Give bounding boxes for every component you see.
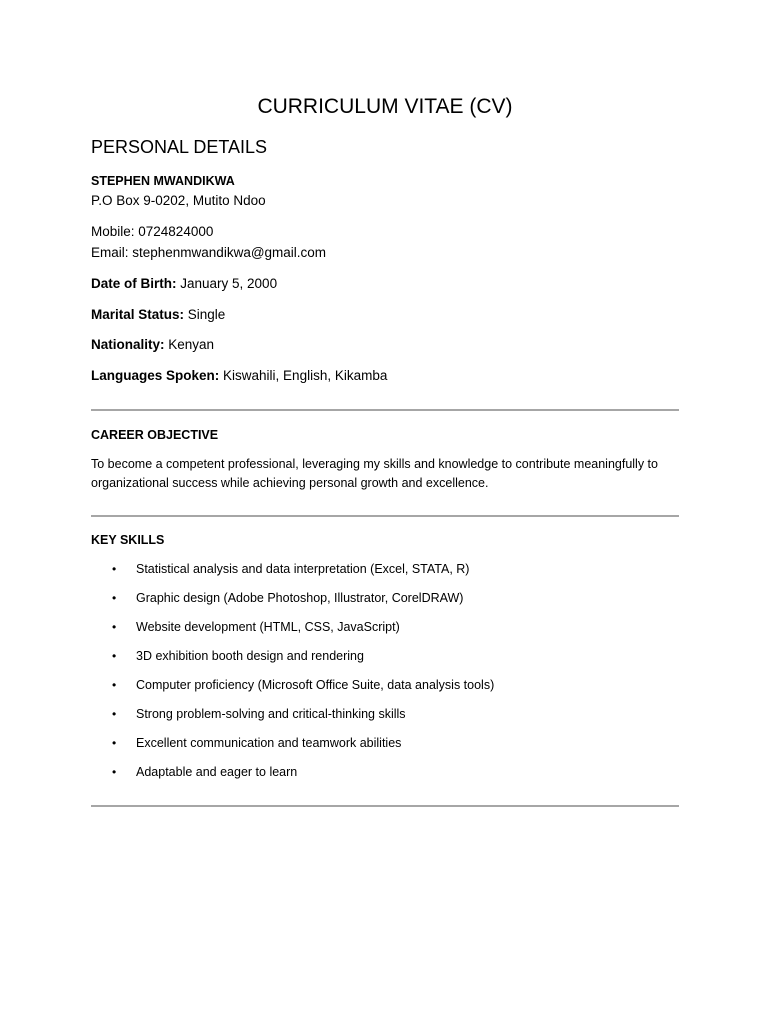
languages-value: Kiswahili, English, Kikamba	[219, 368, 388, 383]
skill-text: Website development (HTML, CSS, JavaScript)	[136, 620, 400, 634]
nationality-label: Nationality:	[91, 337, 165, 352]
bullet-icon: •	[112, 649, 117, 663]
bullet-icon: •	[112, 736, 117, 750]
skill-text: Computer proficiency (Microsoft Office Suite, data analysis tools)	[136, 678, 495, 692]
full-name: STEPHEN MWANDIKWA	[91, 174, 235, 188]
nationality	[91, 336, 214, 354]
postal-address: P.O Box 9-0202, Mutito Ndoo	[91, 193, 266, 208]
section-divider	[91, 515, 679, 517]
languages-label: Languages Spoken:	[91, 368, 220, 383]
skill-text: Excellent communication and teamwork abilities	[136, 736, 402, 750]
email-address: Email: stephenmwandikwa@gmail.com	[91, 245, 327, 260]
marital-label: Marital Status:	[91, 307, 185, 322]
skill-text: Strong problem-solving and critical-thinking skills	[136, 707, 406, 721]
bullet-icon: •	[112, 765, 117, 779]
dob-label: Date of Birth:	[91, 276, 177, 291]
bullet-icon: •	[112, 678, 117, 692]
marital-status	[91, 306, 225, 324]
list-item	[91, 733, 679, 762]
personal-details-heading: PERSONAL DETAILS	[91, 137, 268, 157]
skill-text: Statistical analysis and data interpretation (Excel, STATA, R)	[136, 562, 470, 576]
list-item	[91, 559, 679, 588]
document-title: CURRICULUM VITAE (CV)	[257, 95, 513, 118]
bullet-icon: •	[112, 707, 117, 721]
list-item	[91, 762, 679, 791]
bullet-icon: •	[112, 591, 117, 605]
skill-text: Adaptable and eager to learn	[136, 765, 298, 779]
list-item	[91, 646, 679, 675]
mobile-number: Mobile: 0724824000	[91, 224, 214, 239]
marital-value: Single	[184, 307, 226, 322]
list-item	[91, 588, 679, 617]
list-item	[91, 675, 679, 704]
skill-text: 3D exhibition booth design and rendering	[136, 649, 364, 663]
date-of-birth	[91, 275, 277, 293]
section-divider	[91, 409, 679, 411]
dob-value: January 5, 2000	[176, 276, 278, 291]
key-skills-heading: KEY SKILLS	[91, 533, 165, 547]
languages-spoken	[91, 367, 387, 385]
bullet-icon: •	[112, 562, 117, 576]
key-skills-list	[91, 559, 679, 791]
list-item	[91, 617, 679, 646]
career-objective-text: To become a competent professional, leveraging my skills and knowledge to contribute meaningfully to organizational success while achieving personal growth and excellence.	[91, 457, 658, 490]
bullet-icon: •	[112, 620, 117, 634]
list-item	[91, 704, 679, 733]
nationality-value: Kenyan	[164, 337, 215, 352]
skill-text: Graphic design (Adobe Photoshop, Illustrator, CorelDRAW)	[136, 591, 464, 605]
section-divider	[91, 805, 679, 807]
career-objective-heading: CAREER OBJECTIVE	[91, 428, 219, 442]
